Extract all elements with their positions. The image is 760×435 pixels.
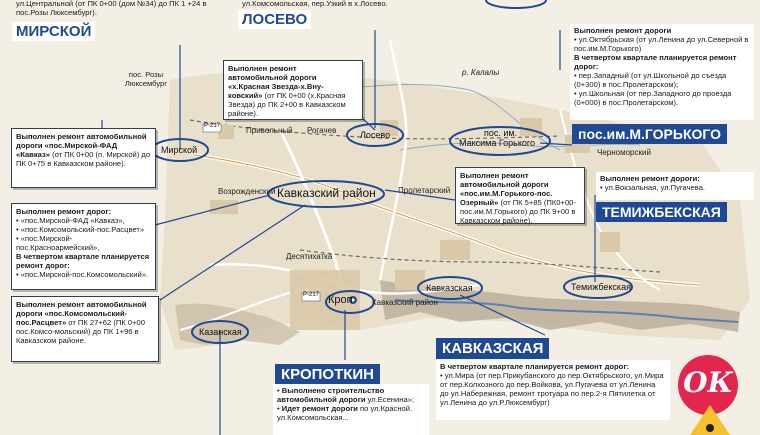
title-gorkogo: пос.им.М.ГОРЬКОГО	[572, 124, 727, 144]
label-losevo: Лосево	[360, 130, 391, 140]
road-shield-r217-a: Р-217	[204, 123, 221, 129]
title-mirskoy: МИРСКОЙ	[12, 22, 95, 41]
label-proletar: Пролетарский	[398, 186, 451, 195]
gorkogo-info-panel: Выполнен ремонт дороги • ул.Октябрьская (от ул.Ленина до ул.Северной в пос.им.М.Горького) В четвертом квартале планируется ремонт дорог: • пер.Западный (от ул.Школьной до съезда (0+300) в пос.Пролетарском); • ул.Школьная (от пер.Западного до проезда (0+000) в пос.Пролетарском).	[570, 24, 754, 120]
komsomol-repair-box: Выполнен ремонт автомобильной дороги «пос.Комсомольский-пос.Расцвет» от ПК 27+62 (ПК 0+00 пос.Комсо-мольский) до ПК 1+96 в Кавказском районе.	[11, 296, 159, 362]
label-gorkogo-2: Максима Горького	[459, 138, 535, 148]
kavkazskaya-info-panel: В четвертом квартале планируется ремонт дорог: • ул.Мира (от пер.Прикубанского до пер.Октябрьского, ул.Мира от пер.Колхозного до пер.Войкова, ул.Пугачева от ул.Ленина до ул.Набережная, ремонт тротуара по пер.2-я Пятилетка от ул.Ленина до ул.Р.Люксембург)	[436, 360, 670, 420]
title-temizhbekskaya: ТЕМИЖБЕКСКАЯ	[596, 202, 727, 222]
gorkogo-repair-box: Выполнен ремонт автомобильной дороги «пос.им.М.Горького-пос. Озерный» (от ПК 5+85 (ПК0+00-пос.им.М.Горького) до ПК 9+00 в Кавказском районе).	[455, 167, 585, 224]
title-kropotkin: КРОПОТКИН	[275, 364, 380, 385]
label-temizh: Темижбекская	[571, 282, 631, 292]
label-krop: Кроп	[328, 294, 353, 306]
ok-logo: ОК	[683, 366, 733, 399]
label-district: Кавказский район	[277, 186, 376, 200]
road-shield-r217-b: Р-217	[303, 292, 320, 298]
label-gorkogo-1: пос. им.	[484, 128, 518, 138]
label-kazanskaya: Казанская	[199, 327, 242, 337]
label-mirskoy: Мирской	[161, 145, 198, 155]
top-center-cut-text: ул.Комсомольская, пер.Узкий в х.Лосево.	[242, 0, 388, 8]
label-desyat: Десятихатка	[286, 252, 333, 261]
roads-repair-box: Выполнен ремонт дорог: • «пос.Мирской-ФАД «Кавказ», • «пос.Комсомольский-пос.Расцвет» • «пос.Мирской-пос.Красноармейский», В четвертом квартале планируется ремонт дорог: • «пос.Мирской-пос.Комсомольский».	[11, 203, 156, 290]
top-left-cut-text: ул.Центральной (от ПК 0+00 (дом №34) до ПК 1 +24 в пос.Розы Люксембург).	[16, 0, 207, 17]
kropotkin-info-panel: • Выполнено строительство автомобильной дороги ул.Есенина»; • Идет ремонт дороги по ул.Красной. ул.Комсомольская...	[273, 384, 429, 435]
title-losevo: ЛОСЕВО	[238, 10, 311, 29]
label-krop-district: Кавказский район	[372, 298, 438, 307]
temizh-info-panel: Выполнен ремонт дороги: • ул.Вокзальная, ул.Пугачева.	[596, 172, 754, 200]
label-vozrozh: Возрожденский	[218, 187, 276, 196]
losevo-repair-box: Выполнен ремонт автомобильной дороги «х.Красная Звезда-х.Вну-ковский» (от ПК 0+00 (х.Красная Звезда) до ПК 2+00 в Кавказском районе).	[223, 60, 363, 120]
label-kavkazskaya: Кавказская	[426, 283, 473, 293]
label-privolny: Привольный	[246, 126, 293, 135]
label-kalaly: р. Калалы	[462, 68, 500, 77]
label-rogachev: Рогачев	[307, 126, 337, 135]
label-chernomor: Черноморский	[597, 148, 651, 157]
label-rozy: пос. Розы Люксембург	[124, 70, 168, 88]
mirskoy-repair-box: Выполнен ремонт автомобильной дороги «пос.Мирской-ФАД «Кавказ» (от ПК 0+00 (п. Мирской) до ПК 0+75 в Кавказском районе).	[11, 128, 156, 188]
title-kavkazskaya: КАВКАЗСКАЯ	[436, 338, 549, 359]
